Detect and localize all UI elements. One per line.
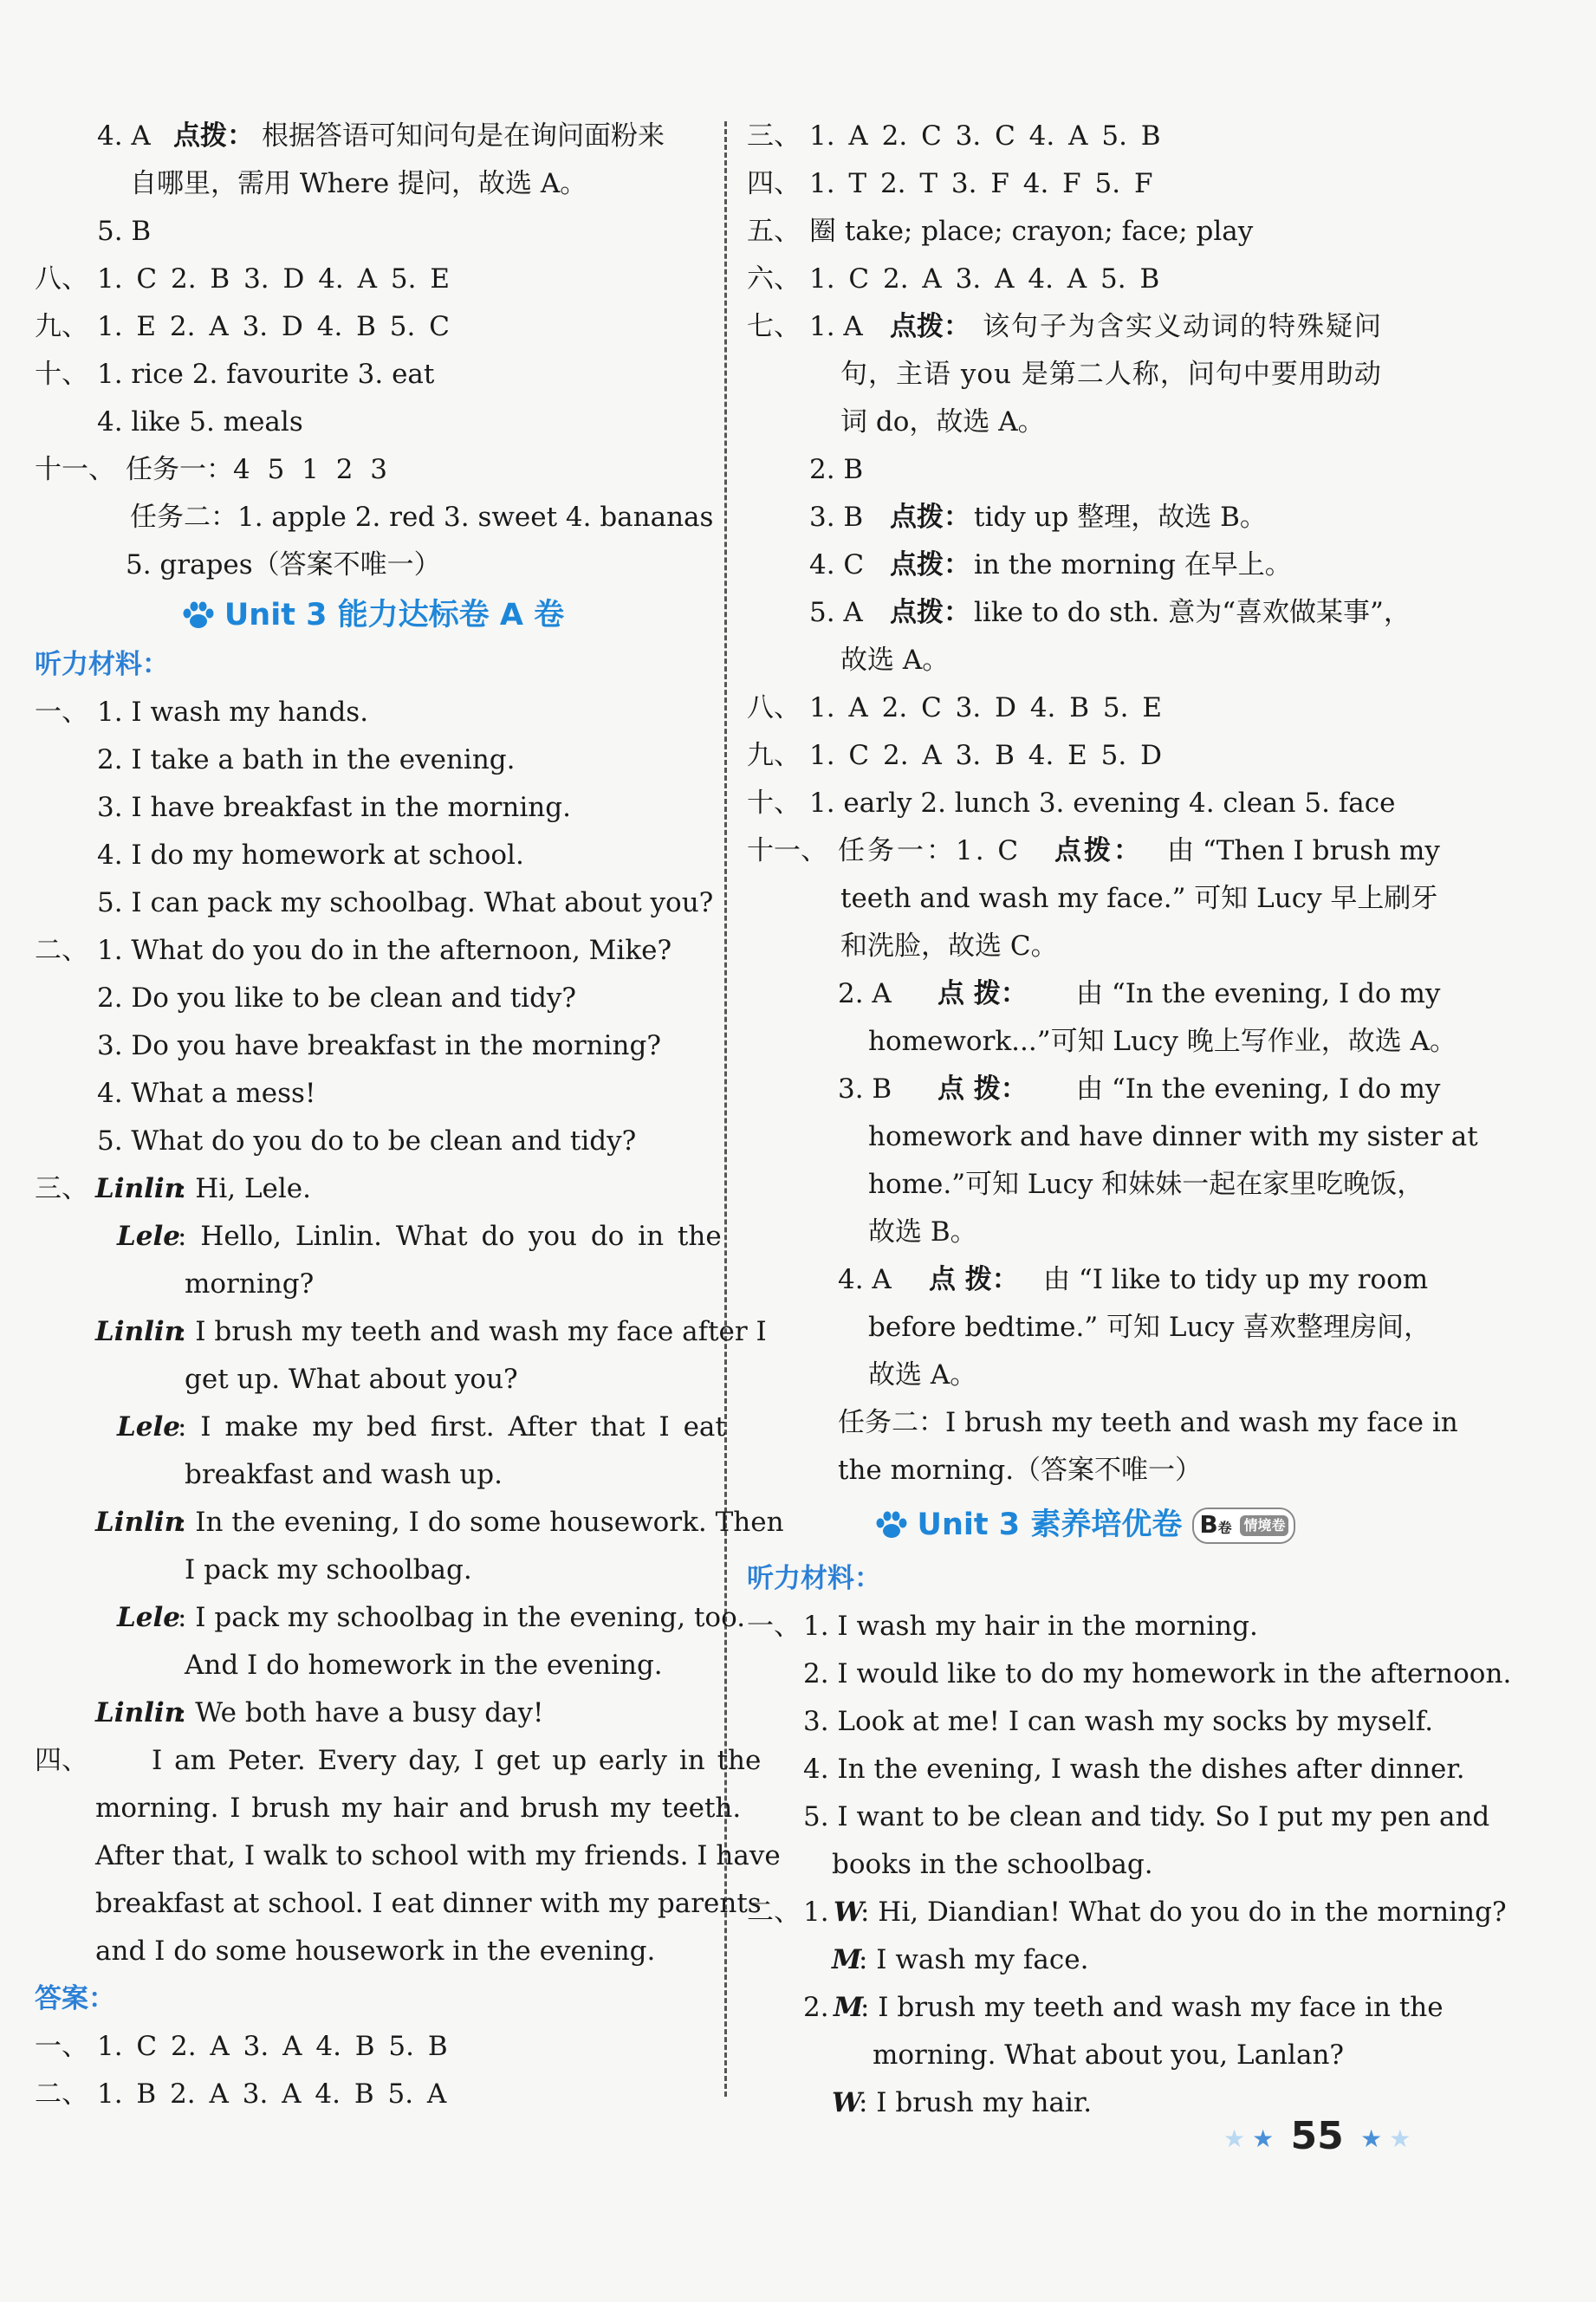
listening-material-heading: 听力材料： (747, 1563, 881, 1594)
dialogue-line: Linlin : In the evening, I do some housework. Then (95, 1507, 784, 1538)
dialogue-line: Lele : I pack my schoolbag in the evening, too. (117, 1602, 746, 1633)
listening-material-heading: 听力材料： (35, 649, 169, 680)
paper-type-badge: B卷 情境卷 (1192, 1508, 1295, 1544)
answer-heading: 答案： (35, 1983, 115, 2014)
answer-line: 4. A 点拨： 根据答语可知问句是在询问面粉来 (97, 120, 665, 152)
star-icon: ★ (1252, 2124, 1275, 2153)
dialogue-line: Lele : I make my bed first. After that I eat (117, 1411, 726, 1443)
section-title-unit3-a: Unit 3 能力达标卷 A 卷 (35, 589, 710, 641)
dialogue-line: 三、 Linlin : Hi, Lele. (35, 1173, 312, 1204)
dialogue-line: Linlin : I brush my teeth and wash my face after I (95, 1316, 767, 1347)
dialogue-line: Linlin : We both have a busy day! (95, 1697, 544, 1728)
star-icon: ★ (1223, 2124, 1246, 2153)
right-column: 三、 1. A 2. C 3. C 4. A 5. B 四、 1. T 2. T 3. F 4. F 5. F 五、 圈 take; place; crayon; face; play 六、 1. C 2. A 3. A 4. A 5. B 七、 1. A 点拨： 该句子为含实义动词的特殊疑问 句，主语 you 是第二人称，问句中要用助动 词 do，故选 A。 2. B 3. B 点拨： tidy up 整理，故选 B。 4. C 点拨： in the morning 在早上。 5. A 点拨： like to do sth. 意为“喜欢做某事”， 故选 A。 八、 1. A 2. C 3. D 4. B 5. E 九、 1. C 2. A 3. B 4. E 5. D 十、 1. early 2. lunch 3. evening 4. clean 5. face 十一、 任务一：1. C 点拨： 由 “Then I brush my teeth and wash my face.” 可知 Lucy 早上刷牙 和洗脸，故选 C。 2. A 点 拨： 由 “In the evening, I do my homework...”可知 Lucy 晚上写作业，故选 A。 3. B 点 拨： 由 “In the evening, I do my homework and have dinner with my sister at home.”可知 Lucy 和妹妹一起在家里吃晚饭， 故选 B。 4. A 点 拨： 由 “I like to tidy up my room before bedtime.” 可知 Lucy 喜欢整理房间， 故选 A。 任务二：I brush my teeth and wash my face in the morning.（答案不唯一） Unit 3 素养培优卷 B卷 情境卷 听力材料： 一、 1. I wash my hair in the morning. 2. I would like to do my homework in the afternoon. 3. Look at me! I can wash my socks by myself. 4. In the evening, I wash the dishes after dinner. 5. I want to be clean and tidy. So I put my pen and books in the schoolbag. 二、 1. W : Hi, Diandian! What do you do in the morning? M : I wash my face. 2. M : I brush my teeth and wash my face in the morning. What about you, Lanlan? W : I brush my hair. (747, 120, 1512, 2118)
left-column: 4. A 点拨： 根据答语可知问句是在询问面粉来 自哪里，需用 Where 提问，故选 A。 5. B 八、 1. C 2. B 3. D 4. A 5. E 九、 1. E 2. A 3. D 4. B 5. C 十、 1. rice 2. favourite 3. eat 4. like 5. meals 十一、 任务一：4 5 1 2 3 任务二：1. apple 2. red 3. sweet 4. bananas 5. grapes（答案不唯一） Unit 3 能力达标卷 A 卷 听力材料： 一、 1. I wash my hands. 2. I take a bath in the evening. 3. I have breakfast in the morning. 4. I do my homework at school. 5. I can pack my schoolbag. What about you? 二、 1. What do you do in the afternoon, Mike? 2. Do you like to be clean and tidy? 3. Do you have breakfast in the morning? 4. What a mess! 5. What do you do to be clean and tidy? 三、 Linlin : Hi, Lele. Lele : Hello, Linlin. What do you do in the morning? Linlin : I brush my teeth and wash my face after I get up. What about you? Lele : I make my bed first. After that I eat breakfast and wash up. Linlin : In the evening, I do some housework. Then I pack my schoolbag. Lele : I pack my schoolbag in the evening, too. And I do homework in the evening. Linlin : We both have a busy day! 四、 I am Peter. Every day, I get up early in the morning. I brush my hair and brush my teeth. After that, I walk to school with my friends. I have breakfast at school. I eat dinner with my parents and I do some housework in the evening. 答案： 一、 1. C 2. A 3. A 4. B 5. B 二、 1. B 2. A 3. A 4. B 5. A (35, 113, 710, 2118)
star-icon: ★ (1360, 2124, 1383, 2153)
paw-icon (181, 601, 216, 631)
star-icon: ★ (1389, 2124, 1411, 2153)
page-number: ★ ★ 55 ★ ★ (1223, 2114, 1411, 2158)
paw-icon (874, 1511, 909, 1540)
section-title-unit3-b: Unit 3 素养培优卷 B卷 情境卷 (747, 1495, 1423, 1555)
dialogue-line: Lele : Hello, Linlin. What do you do in the (117, 1221, 722, 1252)
